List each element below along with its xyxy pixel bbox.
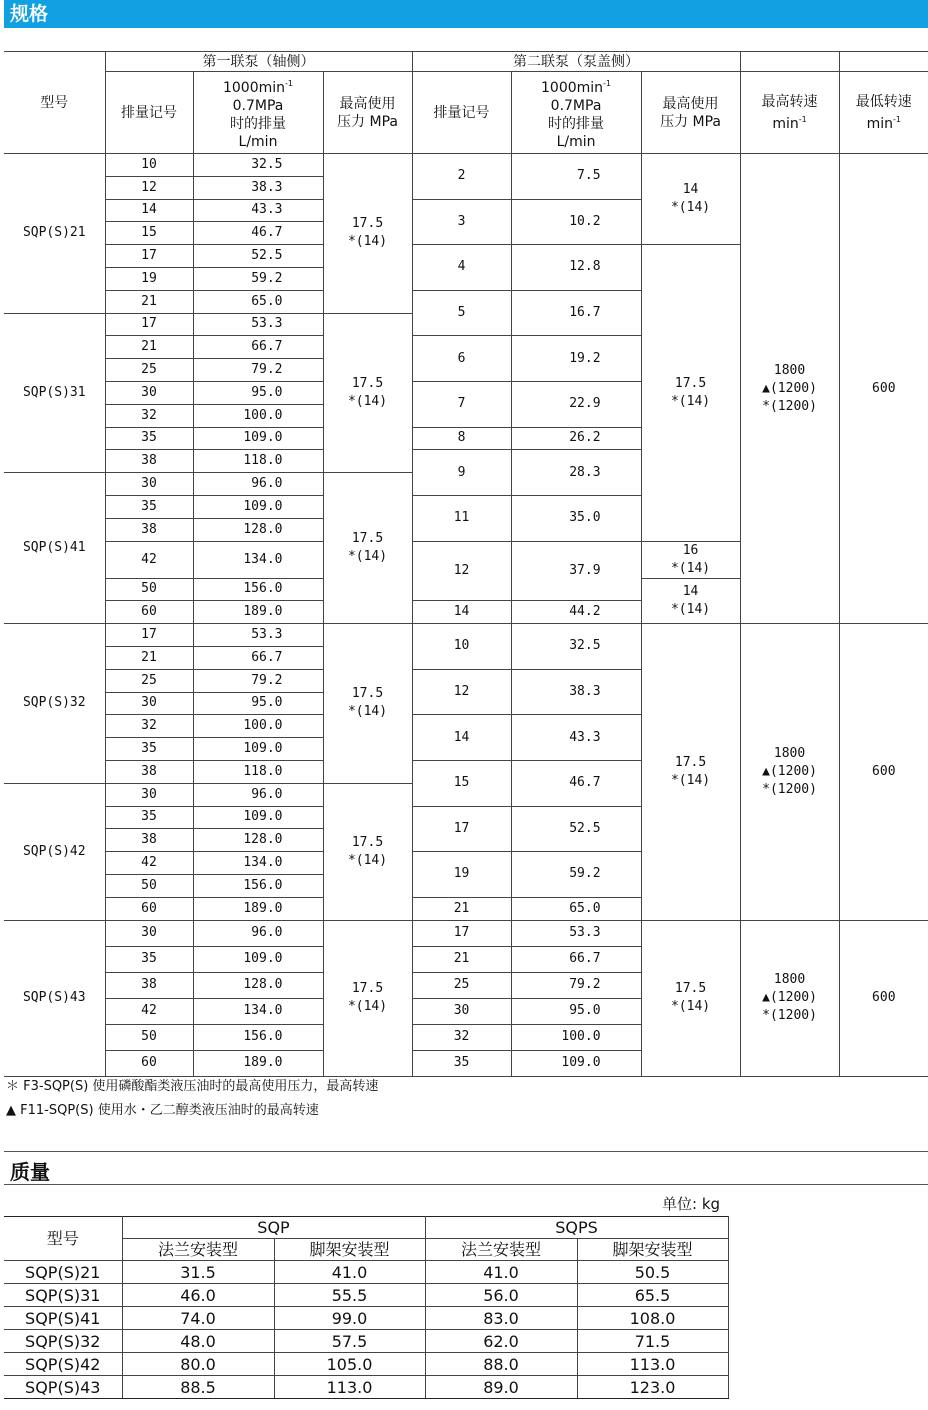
model-cell: SQP(S)41 [4,473,105,624]
spec-table [4,51,928,1077]
pump1-disp-code: 21 [105,336,193,359]
pump1-disp-code-header: 排量记号 [105,72,193,154]
pump2-pressure: 17.5 *(14) [641,245,740,541]
mass-value: 89.0 [425,1376,577,1399]
mass-section-bottom-rule [4,1184,928,1185]
pump1-flow: 38.3 [193,176,323,199]
pump1-disp-code: 35 [105,427,193,450]
pump2-flow: 53.3 [511,920,641,946]
pump2-flow: 79.2 [511,972,641,998]
pump1-disp-code: 17 [105,245,193,268]
pump1-flow: 79.2 [193,359,323,382]
pump1-flow: 96.0 [193,473,323,496]
pump2-disp-code: 9 [412,450,511,496]
pump1-disp-code: 50 [105,578,193,601]
pump1-disp-code: 30 [105,920,193,946]
mass-value: 80.0 [122,1353,274,1376]
pump2-flow: 46.7 [511,760,641,806]
pump2-pressure: 17.5 *(14) [641,920,740,1076]
pump1-disp-code: 12 [105,176,193,199]
mass-value: 88.5 [122,1376,274,1399]
pump1-disp-code: 42 [105,852,193,875]
pump2-flow: 44.2 [511,601,641,624]
pump1-flow: 156.0 [193,874,323,897]
pump2-pressure: 14 *(14) [641,578,740,624]
pump1-pressure: 17.5 *(14) [323,473,412,624]
pump2-flow: 109.0 [511,1050,641,1076]
pump2-pressure: 17.5 *(14) [641,624,740,920]
pump2-flow: 95.0 [511,998,641,1024]
min-speed-header-line: $\min^{-1}$ [866,114,901,132]
mass-value: 88.0 [425,1353,577,1376]
mass-table [4,1216,729,1399]
pump1-disp-code: 21 [105,290,193,313]
pump1-disp-code: 60 [105,601,193,624]
pump1-disp-code: 38 [105,760,193,783]
pump2-disp-code: 14 [412,715,511,761]
pump1-disp-code: 42 [105,541,193,578]
pump2-flow-header [511,72,641,154]
pump2-maxp-header [641,72,740,154]
pump1-flow: 65.0 [193,290,323,313]
pump1-disp-code: 17 [105,313,193,336]
mass-value: 113.0 [274,1376,425,1399]
mass-model: SQP(S)43 [4,1376,122,1399]
pump1-disp-code: 38 [105,829,193,852]
pump2-flow: 100.0 [511,1024,641,1050]
pump1-disp-code: 42 [105,998,193,1024]
mass-value: 74.0 [122,1307,274,1330]
pump1-disp-code: 10 [105,154,193,177]
pump1-flow: 134.0 [193,852,323,875]
model-cell: SQP(S)21 [4,154,105,314]
mass-model: SQP(S)32 [4,1330,122,1353]
pump2-flow: 43.3 [511,715,641,761]
mass-section-title: 质量 [10,1160,50,1184]
model-cell: SQP(S)42 [4,783,105,920]
note-asterisk: ＊ F3-SQP(S) 使用磷酸酯类液压油时的最高使用压力，最高转速 [6,1079,379,1094]
pump1-flow: 43.3 [193,199,323,222]
pump2-flow: 32.5 [511,624,641,670]
flow-header-line: 时的排量 [230,115,286,132]
pump1-disp-code: 38 [105,972,193,998]
pump1-pressure: 17.5 *(14) [323,313,412,473]
max-speed: 1800 ▲(1200) *(1200) [740,154,839,624]
pump1-disp-code: 38 [105,518,193,541]
max-speed-header-line: $\min^{-1}$ [772,114,807,132]
pump2-flow: 37.9 [511,541,641,601]
pump2-flow: 35.0 [511,495,641,541]
mass-value: 46.0 [122,1284,274,1307]
mass-value: 57.5 [274,1330,425,1353]
min-speed: 600 [839,624,928,920]
mass-model: SQP(S)42 [4,1353,122,1376]
max-speed: 1800 ▲(1200) *(1200) [740,920,839,1076]
pump2-pressure: 16 *(14) [641,541,740,578]
pump2-flow: 16.7 [511,290,641,336]
pump2-flow: 26.2 [511,427,641,450]
pump1-flow: 96.0 [193,783,323,806]
pump1-disp-code: 60 [105,897,193,920]
mass-value: 50.5 [577,1261,728,1284]
pump1-disp-code: 25 [105,359,193,382]
mass-section-top-rule [4,1151,928,1152]
mass-model: SQP(S)21 [4,1261,122,1284]
mass-value: 31.5 [122,1261,274,1284]
pump1-pressure: 17.5 *(14) [323,920,412,1076]
maxp-header-line: 压力 MPa [337,113,398,130]
maxp-header-line: 最高使用 [339,95,396,112]
pump2-flow: 65.0 [511,897,641,920]
mass-unit-label: 单位: kg [662,1195,721,1213]
pump1-disp-code: 15 [105,222,193,245]
mass-value: 123.0 [577,1376,728,1399]
pump1-disp-code: 17 [105,624,193,647]
pump1-flow: 109.0 [193,946,323,972]
mass-sqp-header: SQP [122,1217,425,1239]
pump1-flow: 52.5 [193,245,323,268]
pump2-flow: 38.3 [511,669,641,715]
mass-sqp-flange-header: 法兰安装型 [122,1239,274,1261]
pump2-disp-code: 3 [412,199,511,245]
pump1-flow: 128.0 [193,518,323,541]
mass-value: 62.0 [425,1330,577,1353]
pump2-pressure: 14 *(14) [641,154,740,245]
flow-header-line: 时的排量 [548,115,605,132]
pump1-flow: 95.0 [193,381,323,404]
mass-value: 71.5 [577,1330,728,1353]
mass-sqps-header: SQPS [425,1217,728,1239]
pump1-flow: 53.3 [193,313,323,336]
min-speed-header [839,72,928,154]
pump2-disp-code: 25 [412,972,511,998]
pump1-disp-code: 19 [105,267,193,290]
pump2-disp-code: 30 [412,998,511,1024]
pump1-disp-code: 14 [105,199,193,222]
pump1-pressure: 17.5 *(14) [323,783,412,920]
min-speed: 600 [839,154,928,624]
pump1-flow: 95.0 [193,692,323,715]
pump1-disp-code: 60 [105,1050,193,1076]
model-cell: SQP(S)43 [4,920,105,1076]
pump1-flow-header [193,72,323,154]
pump2-disp-code: 35 [412,1050,511,1076]
pump1-disp-code: 30 [105,783,193,806]
min-speed: 600 [839,920,928,1076]
max-speed-header-line: 最高转速 [761,93,818,110]
pump2-disp-code: 32 [412,1024,511,1050]
mass-value: 108.0 [577,1307,728,1330]
pump2-disp-code: 21 [412,897,511,920]
spec-section-title: 规格 [10,3,49,25]
pump2-disp-code: 19 [412,852,511,898]
pump1-flow: 79.2 [193,669,323,692]
pump1-disp-code: 35 [105,806,193,829]
pump2-disp-code: 10 [412,624,511,670]
pump1-flow: 66.7 [193,646,323,669]
mass-value: 48.0 [122,1330,274,1353]
pump1-flow: 32.5 [193,154,323,177]
pump2-disp-code: 8 [412,427,511,450]
section-header-bar [4,0,928,28]
max-speed: 1800 ▲(1200) *(1200) [740,624,839,920]
min-speed-header-line: 最低转速 [855,93,912,110]
pump2-disp-code: 11 [412,495,511,541]
pump1-flow: 118.0 [193,760,323,783]
max-speed-header [740,72,839,154]
maxp-header-line: 最高使用 [662,95,719,112]
pump1-flow: 46.7 [193,222,323,245]
model-cell: SQP(S)32 [4,624,105,784]
pump1-flow: 96.0 [193,920,323,946]
mass-value: 99.0 [274,1307,425,1330]
pump1-disp-code: 35 [105,495,193,518]
pump1-flow: 128.0 [193,972,323,998]
mass-value: 56.0 [425,1284,577,1307]
pump1-pressure: 17.5 *(14) [323,624,412,784]
pump2-disp-code: 12 [412,541,511,601]
pump2-disp-code: 7 [412,381,511,427]
pump1-disp-code: 35 [105,946,193,972]
pump1-flow: 118.0 [193,450,323,473]
mass-value: 113.0 [577,1353,728,1376]
mass-sqps-foot-header: 脚架安装型 [577,1239,728,1261]
pump2-disp-code: 17 [412,920,511,946]
pump1-disp-code: 50 [105,874,193,897]
pump1-flow: 59.2 [193,267,323,290]
pump1-disp-code: 32 [105,404,193,427]
pump2-disp-code: 5 [412,290,511,336]
pump2-flow: 28.3 [511,450,641,496]
pump1-flow: 189.0 [193,1050,323,1076]
pump1-flow: 100.0 [193,715,323,738]
mass-value: 41.0 [274,1261,425,1284]
pump2-flow: 7.5 [511,154,641,200]
pump2-disp-code: 17 [412,806,511,852]
flow-header-line: $1000\min^{-1}$ [541,78,612,96]
pump2-disp-code: 12 [412,669,511,715]
mass-model: SQP(S)31 [4,1284,122,1307]
pump1-flow: 109.0 [193,806,323,829]
pump1-flow: 189.0 [193,897,323,920]
pump1-flow: 109.0 [193,427,323,450]
pump2-flow: 10.2 [511,199,641,245]
flow-header-line: L/min [238,133,278,150]
pump1-flow: 189.0 [193,601,323,624]
pump1-flow: 156.0 [193,578,323,601]
pump1-flow: 109.0 [193,495,323,518]
pump1-disp-code: 25 [105,669,193,692]
mass-model: SQP(S)41 [4,1307,122,1330]
model-cell: SQP(S)31 [4,313,105,473]
pump1-disp-code: 21 [105,646,193,669]
pump1-group-header: 第一联泵（轴侧） [105,52,412,72]
pump1-flow: 128.0 [193,829,323,852]
pump1-flow: 156.0 [193,1024,323,1050]
pump2-disp-code: 2 [412,154,511,200]
flow-header-line: 0.7MPa [550,97,602,114]
flow-header-line: $1000\min^{-1}$ [222,78,293,96]
pump1-flow: 100.0 [193,404,323,427]
note-triangle: ▲ F11-SQP(S) 使用水・乙二醇类液压油时的最高转速 [6,1103,319,1118]
pump2-flow: 52.5 [511,806,641,852]
pump1-flow: 66.7 [193,336,323,359]
pump1-maxp-header [323,72,412,154]
pump1-pressure: 17.5 *(14) [323,154,412,314]
pump2-flow: 66.7 [511,946,641,972]
pump2-flow: 19.2 [511,336,641,382]
col-model-header: 型号 [4,52,105,154]
pump2-disp-code-header: 排量记号 [412,72,511,154]
pump1-disp-code: 30 [105,381,193,404]
pump2-group-header: 第二联泵（泵盖侧） [412,52,740,72]
pump2-disp-code: 21 [412,946,511,972]
pump1-flow: 134.0 [193,541,323,578]
pump1-disp-code: 32 [105,715,193,738]
pump1-disp-code: 30 [105,473,193,496]
maxp-header-line: 压力 MPa [660,113,721,130]
mass-value: 41.0 [425,1261,577,1284]
mass-value: 83.0 [425,1307,577,1330]
pump1-flow: 134.0 [193,998,323,1024]
pump2-disp-code: 6 [412,336,511,382]
mass-value: 105.0 [274,1353,425,1376]
flow-header-line: 0.7MPa [232,97,284,114]
pump2-flow: 12.8 [511,245,641,291]
pump1-flow: 109.0 [193,738,323,761]
mass-value: 65.5 [577,1284,728,1307]
pump1-disp-code: 50 [105,1024,193,1050]
mass-sqp-foot-header: 脚架安装型 [274,1239,425,1261]
mass-sqps-flange-header: 法兰安装型 [425,1239,577,1261]
pump1-flow: 53.3 [193,624,323,647]
pump2-disp-code: 14 [412,601,511,624]
pump1-disp-code: 35 [105,738,193,761]
pump1-disp-code: 38 [105,450,193,473]
pump1-disp-code: 30 [105,692,193,715]
mass-value: 55.5 [274,1284,425,1307]
flow-header-line: L/min [556,133,596,150]
pump2-disp-code: 4 [412,245,511,291]
pump2-disp-code: 15 [412,760,511,806]
pump2-flow: 59.2 [511,852,641,898]
mass-col-model: 型号 [4,1217,122,1261]
pump2-flow: 22.9 [511,381,641,427]
